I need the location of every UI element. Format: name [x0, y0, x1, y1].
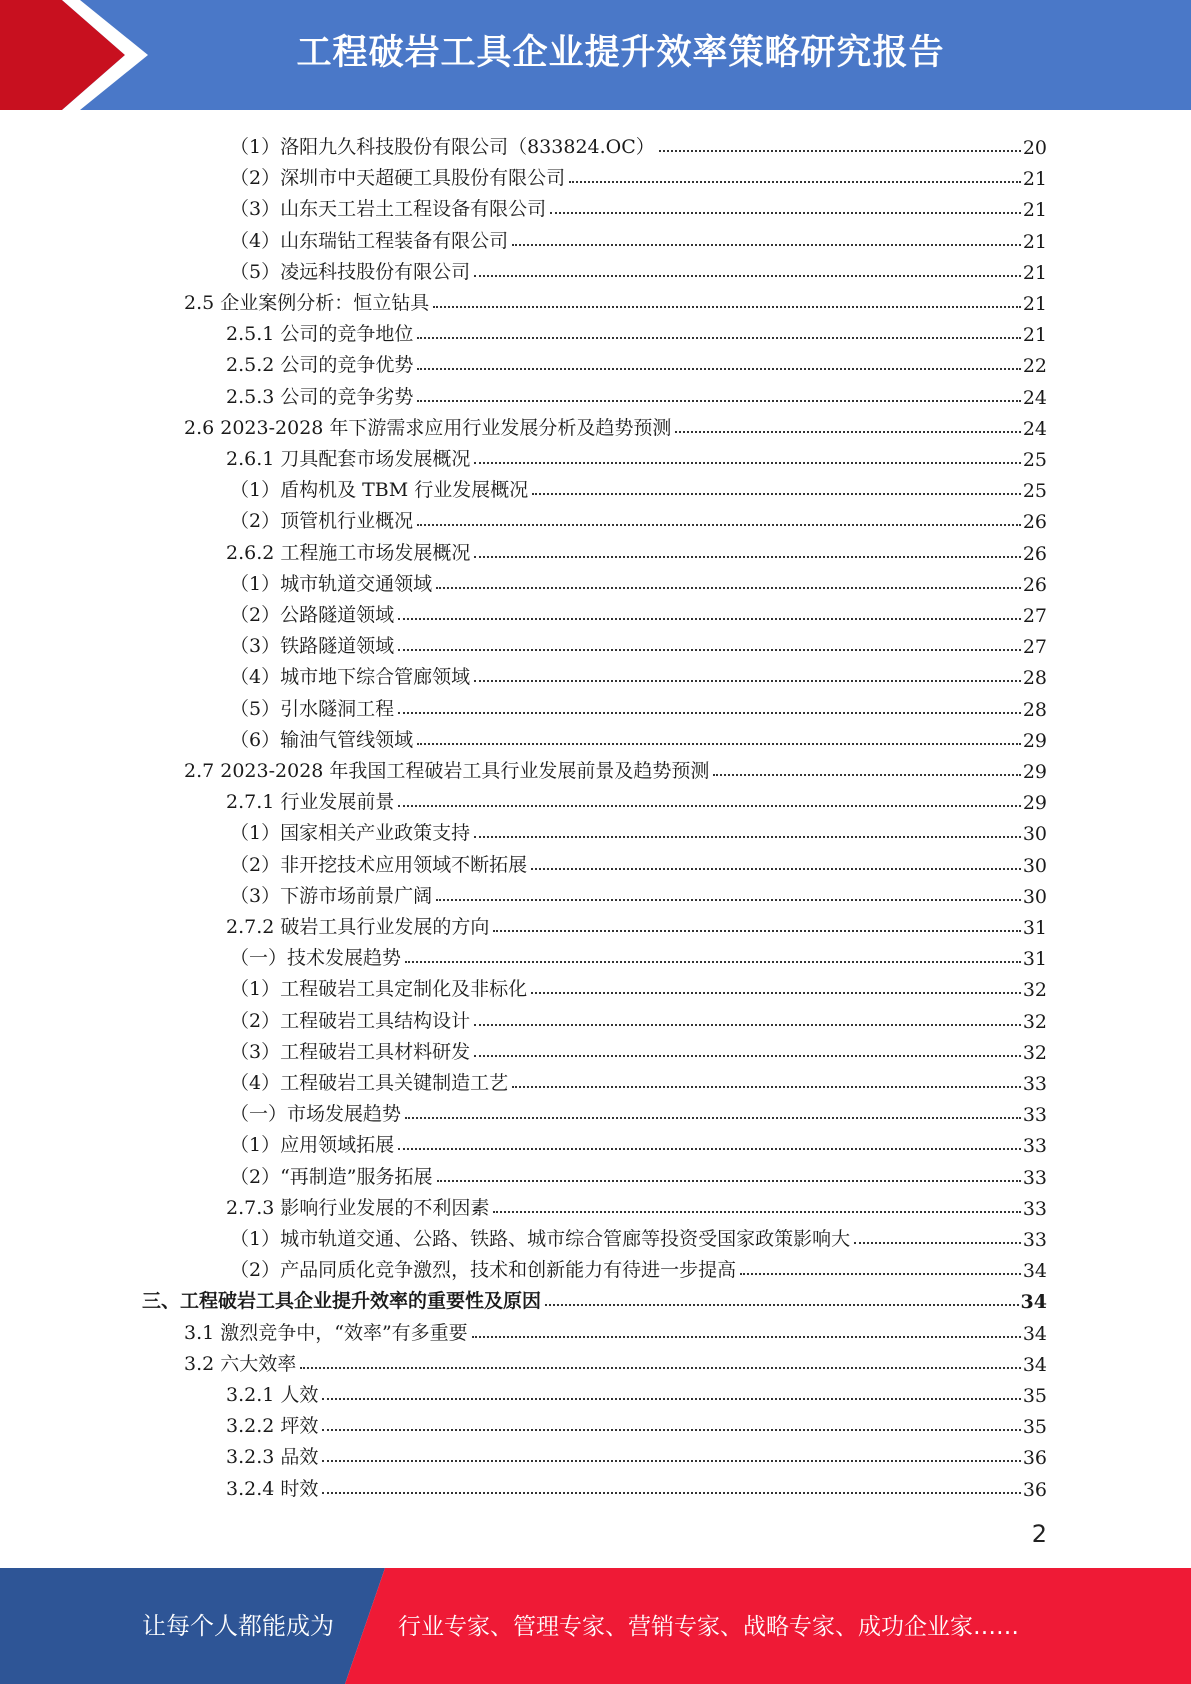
toc-entry-title: （2）非开挖技术应用领域不断拓展: [230, 853, 528, 876]
toc-entry[interactable]: [226, 1376, 1047, 1407]
toc-entry-page: 26: [1022, 542, 1047, 565]
toc-entry-title: （6）输油气管线领域: [230, 728, 414, 751]
toc-dot-leader: [472, 1336, 1021, 1338]
toc-entry[interactable]: [184, 1345, 1047, 1376]
page-number: 2: [1031, 1520, 1047, 1548]
toc-entry-page: 22: [1022, 355, 1047, 378]
toc-entry[interactable]: [230, 877, 1047, 908]
toc-entry-title: （4）城市地下综合管廊领域: [230, 666, 471, 689]
toc-dot-leader: [659, 150, 1021, 152]
toc-entry-title: （1）国家相关产业政策支持: [230, 822, 471, 845]
toc-entry-title: 3.2.4 时效: [226, 1477, 319, 1500]
toc-entry[interactable]: [230, 128, 1047, 159]
toc-entry[interactable]: [226, 534, 1047, 565]
toc-dot-leader: [398, 1148, 1021, 1150]
toc-entry[interactable]: [230, 596, 1047, 627]
toc-entry-title: （1）洛阳九久科技股份有限公司（833824.OC）: [230, 136, 655, 158]
toc-entry-page: 29: [1022, 729, 1047, 752]
toc-dot-leader: [532, 493, 1021, 495]
toc-entry-title: 2.7 2023-2028 年我国工程破岩工具行业发展前景及趋势预测: [184, 760, 710, 782]
toc-dot-leader: [433, 306, 1021, 308]
toc-entry-title: （一）市场发展趋势: [230, 1103, 402, 1126]
toc-entry-page: 30: [1022, 854, 1047, 877]
toc-dot-leader: [417, 743, 1021, 745]
toc-entry-title: 3.2.1 人效: [226, 1384, 319, 1406]
toc-entry[interactable]: [142, 1282, 1047, 1313]
toc-entry-title: （1）城市轨道交通、公路、铁路、城市综合管廊等投资受国家政策影响大: [230, 1228, 851, 1250]
toc-dot-leader: [474, 1055, 1021, 1057]
toc-entry-page: 26: [1022, 511, 1047, 534]
toc-dot-leader: [436, 587, 1021, 589]
toc-entry[interactable]: [230, 970, 1047, 1001]
toc-entry-title: （4）工程破岩工具关键制造工艺: [230, 1072, 509, 1094]
toc-dot-leader: [474, 680, 1021, 682]
toc-entry[interactable]: [230, 627, 1047, 658]
toc-dot-leader: [398, 712, 1021, 714]
toc-entry-page: 24: [1022, 386, 1047, 409]
toc-entry[interactable]: [230, 1158, 1047, 1189]
toc-dot-leader: [545, 1304, 1019, 1306]
toc-entry-page: 30: [1022, 885, 1047, 908]
toc-entry-title: 2.6.2 工程施工市场发展概况: [226, 541, 471, 564]
toc-entry[interactable]: [230, 190, 1047, 221]
toc-entry[interactable]: [230, 1033, 1047, 1064]
toc-entry-title: 3.2.2 坪效: [226, 1415, 319, 1438]
toc-entry-page: 28: [1022, 667, 1047, 690]
toc-dot-leader: [417, 337, 1020, 339]
toc-dot-leader: [474, 275, 1021, 277]
toc-entry-page: 33: [1022, 1104, 1047, 1127]
toc-entry-title: （1）工程破岩工具定制化及非标化: [230, 978, 528, 1001]
toc-entry[interactable]: [230, 502, 1047, 533]
toc-entry-page: 21: [1022, 199, 1047, 222]
toc-dot-leader: [740, 1273, 1021, 1275]
toc-dot-leader: [713, 774, 1020, 776]
toc-entry-title: 2.6.1 刀具配套市场发展概况: [226, 448, 471, 470]
toc-entry-page: 32: [1022, 979, 1047, 1002]
toc-entry[interactable]: [230, 159, 1047, 190]
toc-dot-leader: [854, 1242, 1021, 1244]
toc-dot-leader: [474, 836, 1021, 838]
toc-entry[interactable]: [230, 1220, 1047, 1251]
toc-entry-page: 29: [1022, 792, 1047, 815]
toc-dot-leader: [322, 1492, 1020, 1494]
footer-slogan-left: 让每个人都能成为: [142, 1612, 334, 1640]
toc-entry[interactable]: [230, 814, 1047, 845]
toc-entry-page: 33: [1022, 1073, 1047, 1095]
toc-entry[interactable]: [226, 1407, 1047, 1438]
toc-dot-leader: [322, 1460, 1020, 1462]
toc-entry-title: （1）盾构机及 TBM 行业发展概况: [230, 479, 529, 502]
toc-entry-page: 27: [1022, 605, 1047, 627]
toc-entry-page: 20: [1022, 137, 1047, 159]
page-header: [0, 0, 1191, 110]
toc-entry[interactable]: [230, 253, 1047, 284]
toc-entry-page: 32: [1022, 1041, 1047, 1064]
toc-entry-page: 21: [1022, 261, 1047, 284]
toc-dot-leader: [493, 1211, 1020, 1213]
toc-entry[interactable]: [230, 658, 1047, 689]
toc-entry-title: 2.5 企业案例分析：恒立钻具: [184, 292, 430, 314]
toc-entry-page: 25: [1022, 449, 1047, 471]
toc-entry[interactable]: [230, 846, 1047, 877]
toc-entry-title: 2.5.2 公司的竞争优势: [226, 354, 414, 377]
toc-entry-page: 33: [1022, 1166, 1047, 1189]
toc-entry[interactable]: [226, 1438, 1047, 1469]
toc-entry[interactable]: [230, 939, 1047, 970]
toc-entry-page: 26: [1022, 573, 1047, 596]
toc-dot-leader: [512, 244, 1021, 246]
toc-dot-leader: [550, 212, 1021, 214]
toc-entry-title: （3）山东天工岩土工程设备有限公司: [230, 198, 547, 221]
toc-entry-title: （2）工程破岩工具结构设计: [230, 1009, 471, 1032]
toc-dot-leader: [436, 899, 1021, 901]
toc-entry-title: （3）工程破岩工具材料研发: [230, 1040, 471, 1063]
toc-dot-leader: [417, 524, 1021, 526]
toc-entry-title: （2）产品同质化竞争激烈，技术和创新能力有待进一步提高: [230, 1259, 737, 1282]
toc-entry-page: 33: [1022, 1135, 1047, 1158]
toc-entry-title: （5）凌远科技股份有限公司: [230, 260, 471, 283]
toc-entry-title: （4）山东瑞钻工程装备有限公司: [230, 229, 509, 252]
toc-dot-leader: [398, 618, 1021, 620]
toc-entry[interactable]: [184, 284, 1047, 315]
toc-dot-leader: [437, 1180, 1021, 1182]
toc-entry[interactable]: [226, 783, 1047, 814]
toc-entry-page: 36: [1022, 1447, 1047, 1470]
toc-entry-title: 3.2 六大效率: [184, 1352, 297, 1375]
toc-entry[interactable]: [230, 1251, 1047, 1282]
toc-entry-page: 24: [1022, 417, 1047, 440]
toc-entry[interactable]: [230, 565, 1047, 596]
toc-entry-page: 33: [1022, 1229, 1047, 1251]
toc-entry[interactable]: [230, 1126, 1047, 1157]
footer-slogan-right: 行业专家、管理专家、营销专家、战略专家、成功企业家……: [398, 1614, 1019, 1640]
toc-entry-page: 32: [1022, 1010, 1047, 1033]
toc-entry[interactable]: [184, 752, 1047, 783]
toc-dot-leader: [322, 1398, 1020, 1400]
toc-entry[interactable]: [230, 222, 1047, 253]
toc-entry-title: （3）下游市场前景广阔: [230, 884, 433, 907]
toc-entry[interactable]: [226, 908, 1047, 939]
toc-dot-leader: [569, 181, 1021, 183]
toc-dot-leader: [474, 1024, 1021, 1026]
toc-entry-title: 3.1 激烈竞争中，“效率”有多重要: [184, 1321, 468, 1344]
toc-entry[interactable]: [226, 346, 1047, 377]
toc-entry-page: 34: [1022, 1260, 1047, 1283]
toc-entry[interactable]: [230, 690, 1047, 721]
toc-entry-page: 21: [1022, 324, 1047, 347]
toc-entry[interactable]: [230, 1095, 1047, 1126]
toc-entry[interactable]: [226, 315, 1047, 346]
toc-dot-leader: [300, 1367, 1021, 1369]
toc-entry-title: （2）公路隧道领域: [230, 604, 395, 626]
toc-entry[interactable]: [184, 1314, 1047, 1345]
toc-entry-title: 2.6 2023-2028 年下游需求应用行业发展分析及趋势预测: [184, 416, 672, 439]
toc-entry-page: 34: [1022, 1322, 1047, 1345]
toc-entry-title: （3）铁路隧道领域: [230, 635, 395, 658]
toc-entry-title: （1）应用领域拓展: [230, 1134, 395, 1157]
toc-entry-page: 30: [1022, 823, 1047, 846]
toc-dot-leader: [474, 556, 1020, 558]
toc-entry-title: 2.7.3 影响行业发展的不利因素: [226, 1196, 490, 1219]
toc-entry-title: 2.7.2 破岩工具行业发展的方向: [226, 916, 490, 938]
toc-entry-title: （2）“再制造”服务拓展: [230, 1165, 433, 1188]
toc-entry-title: （2）深圳市中天超硬工具股份有限公司: [230, 167, 566, 190]
toc-entry-title: 2.7.1 行业发展前景: [226, 791, 395, 814]
toc-entry-page: 33: [1022, 1197, 1047, 1220]
toc-dot-leader: [417, 400, 1020, 402]
toc-entry-page: 34: [1020, 1291, 1047, 1314]
page-footer: [0, 1568, 1191, 1684]
toc-entry-page: 28: [1022, 698, 1047, 721]
toc-entry[interactable]: [184, 409, 1047, 440]
toc-entry-title: （5）引水隧洞工程: [230, 697, 395, 720]
toc-entry[interactable]: [226, 1470, 1047, 1501]
toc-entry[interactable]: [226, 440, 1047, 471]
toc-entry[interactable]: [226, 378, 1047, 409]
toc-entry-title: 2.5.1 公司的竞争地位: [226, 323, 414, 346]
toc-entry[interactable]: [230, 721, 1047, 752]
toc-entry-title: 3.2.3 品效: [226, 1446, 319, 1469]
toc-entry-page: 21: [1022, 230, 1047, 253]
toc-entry-title: 2.5.3 公司的竞争劣势: [226, 385, 414, 408]
toc-dot-leader: [322, 1429, 1020, 1431]
toc-dot-leader: [531, 992, 1021, 994]
toc-entry-page: 31: [1022, 917, 1047, 939]
report-title: 工程破岩工具企业提升效率策略研究报告: [296, 33, 945, 73]
toc-dot-leader: [474, 462, 1020, 464]
toc-entry-page: 31: [1022, 948, 1047, 971]
toc-dot-leader: [398, 649, 1021, 651]
toc-entry[interactable]: [230, 1064, 1047, 1095]
toc-entry-page: 25: [1022, 480, 1047, 503]
toc-dot-leader: [512, 1086, 1021, 1088]
toc-entry-page: 35: [1022, 1416, 1047, 1439]
toc-dot-leader: [405, 1117, 1021, 1119]
toc-entry[interactable]: [226, 1189, 1047, 1220]
toc-entry[interactable]: [230, 1002, 1047, 1033]
toc-entry-page: 21: [1022, 293, 1047, 315]
toc-entry-title: 三、工程破岩工具企业提升效率的重要性及原因: [142, 1290, 542, 1313]
toc-entry-page: 36: [1022, 1478, 1047, 1501]
toc-dot-leader: [675, 431, 1020, 433]
toc-entry-title: （2）顶管机行业概况: [230, 510, 414, 533]
toc-entry-page: 35: [1022, 1385, 1047, 1407]
toc-entry-title: （1）城市轨道交通领域: [230, 572, 433, 595]
toc-dot-leader: [417, 368, 1020, 370]
toc-entry[interactable]: [230, 471, 1047, 502]
toc-entry-page: 34: [1022, 1353, 1047, 1376]
toc-entry-page: 29: [1022, 761, 1047, 783]
toc-dot-leader: [405, 961, 1021, 963]
toc-entry-title: （一）技术发展趋势: [230, 947, 402, 970]
toc-dot-leader: [493, 930, 1020, 932]
toc-entry-page: 21: [1022, 168, 1047, 191]
toc-dot-leader: [398, 805, 1020, 807]
toc-dot-leader: [531, 868, 1021, 870]
toc-entry-page: 27: [1022, 636, 1047, 659]
